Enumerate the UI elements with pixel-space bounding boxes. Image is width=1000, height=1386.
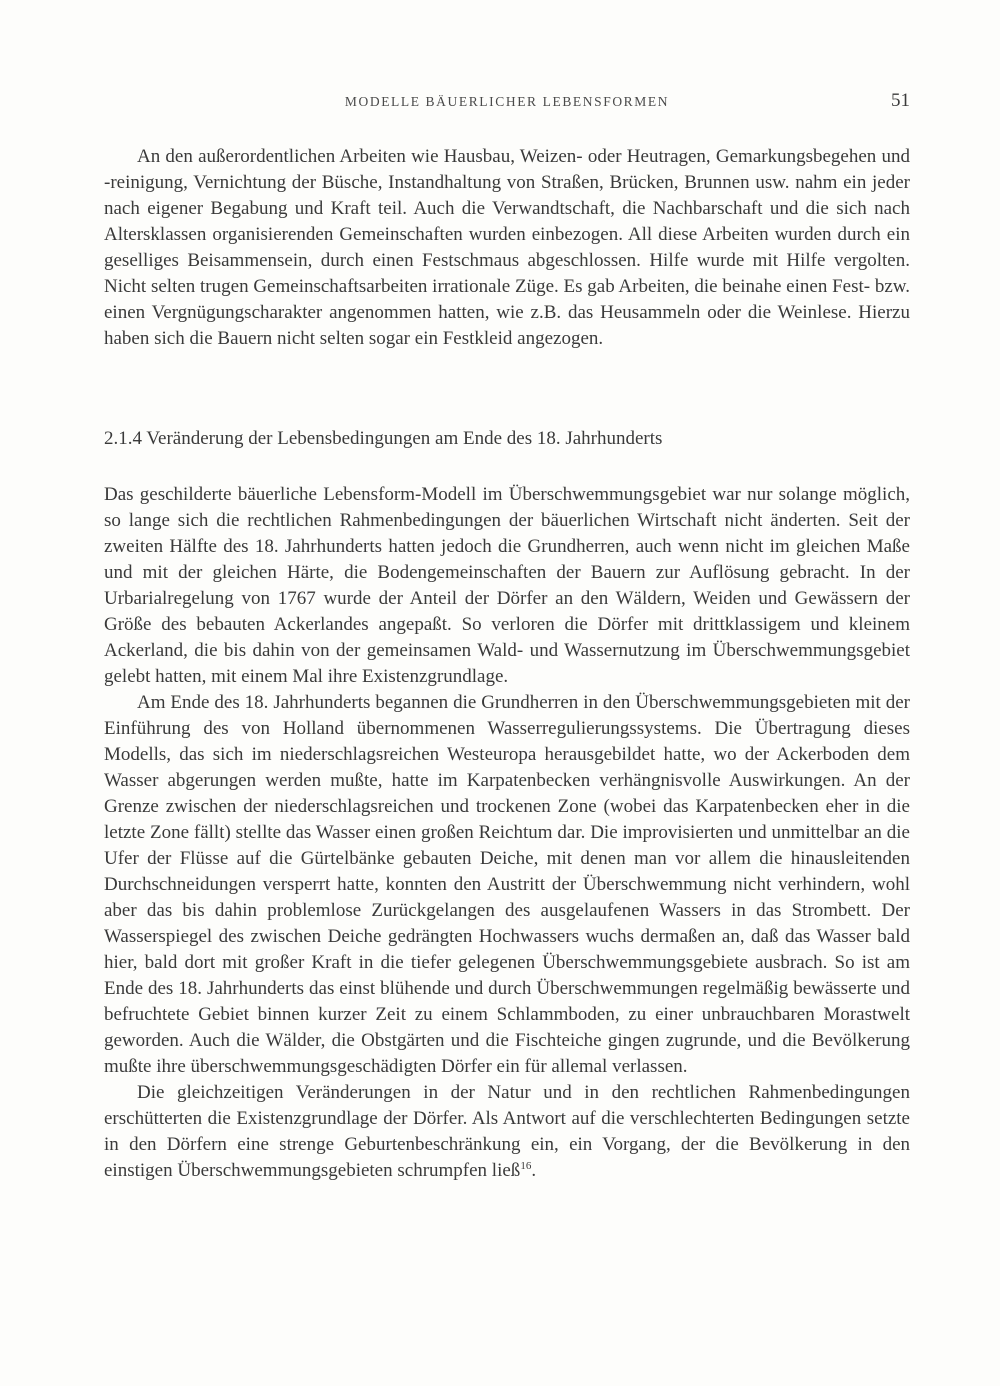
paragraph: Das geschilderte bäuerliche Lebensform-Modell im Überschwemmungsgebiet war nur solange möglich, so lange sich die rechtlichen Rahmenbedingungen der bäuerlichen Wirtschaft nicht änderten. Seit der zweiten Hälfte des 18. Jahrhunderts hatten jedoch die Grundherren, auch wenn nicht im gleichen Maße und mit der gleichen Härte, die Bodengemeinschaften der Bauern zur Auflösung gebracht. In der Urbarialregelung von 1767 wurde der Anteil der Dörfer an den Wäldern, Weiden und Gewässern der Größe des bebauten Ackerlandes angepaßt. So verloren die Dörfer mit drittklassigem und kleinem Ackerland, die bis dahin von der gemeinsamen Wald- und Wassernutzung im Überschwemmungsgebiet gelebt hatten, mit einem Mal ihre Existenzgrundlage.	[104, 484, 910, 687]
final-punctuation: .	[531, 1160, 537, 1181]
paragraph: An den außerordentlichen Arbeiten wie Hausbau, Weizen- oder Heutragen, Gemarkungsbegehen und -reinigung, Vernichtung der Büsche, Instandhaltung von Straßen, Brücken, Brunnen usw. nahm ein jeder nach eigener Begabung und Kraft teil. Auch die Verwandtschaft, die Nachbarschaft und die sich nach Altersklassen organisierenden Gemeinschaften wurden einbezogen. All diese Arbeiten wurden durch ein geselliges Beisammensein, durch einen Festschmaus abgeschlossen. Hilfe wurde mit Hilfe vergolten. Nicht selten trugen Gemeinschaftsarbeiten irrationale Züge. Es gab Arbeiten, die beinahe einen Fest- bzw. einen Vergnügungscharakter angenommen hatten, wie z.B. das Heusammeln oder die Weinlese. Hierzu haben sich die Bauern nicht selten sogar ein Festkleid angezogen.	[104, 146, 910, 349]
text-block-top	[104, 144, 910, 352]
paragraph: Am Ende des 18. Jahrhunderts begannen die Grundherren in den Überschwemmungsgebieten mit der Einführung des von Holland übernommenen Wasserregulierungssystems. Die Übertragung dieses Modells, das sich im niederschlagsreichen Westeuropa herausgebildet hatte, wo der Ackerboden dem Wasser abgerungen werden mußte, hatte im Karpatenbecken verhängnisvolle Auswirkungen. An der Grenze zwischen der niederschlagsreichen und trockenen Zone (wobei das Karpatenbecken eher in die letzte Zone fällt) stellte das Wasser einen großen Reichtum dar. Die improvisierten und unmittelbar an die Ufer der Flüsse auf die Gürtelbänke gebauten Deiche, mit denen man vor allem die hinausleitenden Durchschneidungen versperrt hatte, konnten den Austritt der Überschwemmung nicht verhindern, wohl aber das bis dahin problemlose Zurückgelangen des ausgelaufenen Wassers in das Strombett. Der Wasserspiegel des zwischen Deiche gedrängten Hochwassers wuchs dermaßen an, daß das Wasser bald hier, bald dort mit großer Kraft in die tiefer gelegenen Überschwemmungsgebiete ausbrach. So ist am Ende des 18. Jahrhunderts das einst blühende und durch Überschwemmungen regelmäßig bewässerte und befruchtete Gebiet binnen kurzer Zeit zu einem Schlammboden, zu einer unbrauchbaren Morastwelt geworden. Auch die Wälder, die Obstgärten und die Fischteiche gingen zugrunde, und die Bevölkerung mußte ihre überschwemmungsgeschädigten Dörfer ein für allemal verlassen.	[104, 692, 910, 1077]
paragraph-text: Die gleichzeitigen Veränderungen in der Natur und in den rechtlichen Rahmenbedingungen erschütterten die Existenzgrundlage der Dörfer. Als Antwort auf die verschlechterten Bedingungen setzte in den Dörfern eine strenge Geburtenbeschränkung ein, ein Vorgang, der die Bevölkerung in den einstigen Überschwemmungsgebieten schrumpfen ließ	[104, 1082, 910, 1181]
section-number: 2.1.4	[104, 428, 142, 449]
running-title: MODELLE BÄUERLICHER LEBENSFORMEN	[344, 94, 670, 109]
paragraph-last	[104, 1080, 910, 1184]
text-block-bottom	[104, 482, 910, 1184]
section-title: Veränderung der Lebensbedingungen am Ende des 18. Jahrhunderts	[146, 428, 663, 449]
page-number: 51	[891, 90, 910, 111]
section-heading	[104, 426, 662, 452]
running-head	[104, 92, 910, 116]
footnote-marker: 16	[520, 1160, 532, 1172]
